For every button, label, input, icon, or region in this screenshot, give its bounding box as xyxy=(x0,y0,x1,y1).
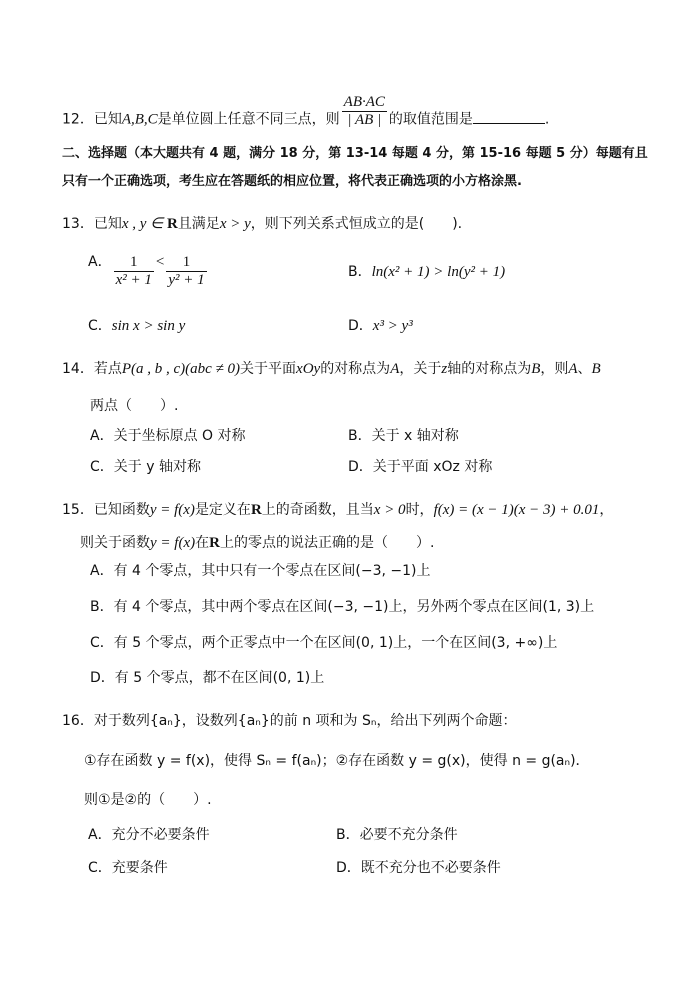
section-2-heading-line2: 只有一个正确选项，考生应在答题纸的相应位置，将代表正确选项的小方格涂黑. xyxy=(62,174,522,189)
q13-a-num2: 1 xyxy=(166,254,206,272)
q13-option-a-frac2 xyxy=(166,254,206,289)
q15-real-set: R xyxy=(250,502,262,518)
q13-option-a xyxy=(88,254,209,294)
question-14-stem xyxy=(62,359,601,379)
q12-vars: A,B,C xyxy=(121,111,158,128)
q12-fraction xyxy=(342,94,387,129)
q15-text-d: 时， xyxy=(405,502,434,518)
q15-option-c: C．有 5 个零点，两个正零点中一个在区间(0, 1)上，一个在区间(3, +∞)上 xyxy=(90,635,558,651)
q13-a-num1: 1 xyxy=(114,254,154,272)
q15-line2-text-a: 则关于函数 xyxy=(80,535,150,551)
q14-stem-line2: 两点（ ）. xyxy=(90,398,179,414)
q13-option-d-label: D． xyxy=(348,318,373,334)
q12-text-c: 的取值范围是 xyxy=(388,111,473,128)
q12-text-b: 是单位圆上任意不同三点，则 xyxy=(157,111,340,128)
q12-text-a: 已知 xyxy=(93,111,122,128)
q13-option-a-label: A． xyxy=(88,253,112,270)
q12-frac-numerator: AB·AC xyxy=(343,94,385,110)
q16-stem-line3: 则①是②的（ ）. xyxy=(84,792,212,808)
q14-text-c: 的对称点为 xyxy=(320,361,391,377)
q16-option-b: B．必要不充分条件 xyxy=(336,827,458,843)
q14-option-d: D．关于平面 xOz 对称 xyxy=(348,459,493,475)
q13-math-2: x > y xyxy=(219,216,251,232)
q12-end: . xyxy=(544,111,550,128)
q13-a-den1: x² + 1 xyxy=(115,272,152,288)
q15-math-3: f(x) = (x − 1)(x − 3) + 0.01 xyxy=(433,502,600,518)
question-15-stem xyxy=(62,500,613,520)
q14-option-b: B．关于 x 轴对称 xyxy=(348,428,459,444)
q13-text-c: ，则下列关系式恒成立的是( ). xyxy=(250,216,463,232)
q13-math-1: x , y ∈ xyxy=(121,216,167,232)
question-16-stem: 16．对于数列{aₙ}，设数列{aₙ}的前 n 项和为 Sₙ，给出下列两个命题： xyxy=(62,713,517,729)
question-12 xyxy=(62,94,550,138)
q15-option-a: A．有 4 个零点，其中只有一个零点在区间(−3, −1)上 xyxy=(90,563,431,579)
q13-option-b xyxy=(348,262,505,282)
q16-option-a: A．充分不必要条件 xyxy=(88,827,210,843)
q14-math-7: B xyxy=(591,361,601,377)
q14-math-4: z xyxy=(441,361,448,377)
q13-real-set: R xyxy=(166,216,178,232)
q15-option-d: D．有 5 个零点，都不在区间(0, 1)上 xyxy=(90,670,325,686)
q13-text-b: 且满足 xyxy=(177,216,220,232)
q12-answer-blank xyxy=(473,109,545,124)
q14-option-c: C．关于 y 轴对称 xyxy=(90,459,201,475)
q15-text-a: 15．已知函数 xyxy=(62,502,150,518)
question-13-stem xyxy=(62,214,462,234)
q13-option-b-expr: ln(x² + 1) > ln(y² + 1) xyxy=(371,264,506,280)
q15-line2-text-b: 在 xyxy=(195,535,210,551)
q16-option-d: D．既不充分也不必要条件 xyxy=(336,860,501,876)
q15-text-b: 是定义在 xyxy=(194,502,251,518)
q13-a-den2: y² + 1 xyxy=(168,272,205,288)
q15-math-2: x > 0 xyxy=(373,502,406,518)
q14-math-2: xOy xyxy=(296,361,321,377)
q13-option-c xyxy=(88,316,185,336)
q16-option-c: C．充要条件 xyxy=(88,860,168,876)
q14-text-b: 关于平面 xyxy=(240,361,297,377)
q15-option-b: B．有 4 个零点，其中两个零点在区间(−3, −1)上，另外两个零点在区间(1, 3)上 xyxy=(90,599,595,615)
q14-text-f: ，则 xyxy=(540,361,569,377)
q14-math-3: A xyxy=(390,361,400,377)
q15-text-e: ， xyxy=(599,502,614,518)
q15-line2-math: y = f(x) xyxy=(150,535,196,551)
q15-text-c: 上的奇函数，且当 xyxy=(261,502,374,518)
q13-option-a-frac1 xyxy=(114,254,154,289)
q14-text-e: 轴的对称点为 xyxy=(447,361,532,377)
q13-option-d xyxy=(348,316,413,336)
section-2-heading-line1: 二、选择题（本大题共有 4 题，满分 18 分，第 13-14 每题 4 分，第 15-16 每题 5 分）每题有且 xyxy=(62,146,648,161)
q14-text-g: 、 xyxy=(577,361,592,377)
q13-a-operator: < xyxy=(155,253,165,270)
q13-option-d-expr: x³ > y³ xyxy=(372,318,413,334)
q12-frac-denominator: | AB | xyxy=(347,112,382,128)
q13-text-a: 13．已知 xyxy=(62,216,122,232)
q16-stem-line2: ①存在函数 y = f(x)，使得 Sₙ = f(aₙ)；②存在函数 y = g(x)，使得 n = g(aₙ)． xyxy=(84,753,590,769)
q13-option-c-label: C． xyxy=(88,318,112,334)
q13-option-c-expr: sin x > sin y xyxy=(111,318,186,334)
q14-text-d: ，关于 xyxy=(399,361,442,377)
q15-line2-real-set: R xyxy=(209,535,220,551)
q15-stem-line2 xyxy=(80,533,434,553)
q14-text-a: 14．若点 xyxy=(62,361,122,377)
q14-math-5: B xyxy=(531,361,541,377)
q15-line2-text-c: 上的零点的说法正确的是（ ）. xyxy=(219,535,435,551)
q14-math-1: P(a , b , c)(abc ≠ 0) xyxy=(121,361,241,377)
q12-number: 12． xyxy=(62,111,94,128)
q14-option-a: A．关于坐标原点 O 对称 xyxy=(90,428,246,444)
q13-option-b-label: B． xyxy=(348,264,372,280)
q15-math-1: y = f(x) xyxy=(149,502,195,518)
q14-math-6: A xyxy=(568,361,578,377)
